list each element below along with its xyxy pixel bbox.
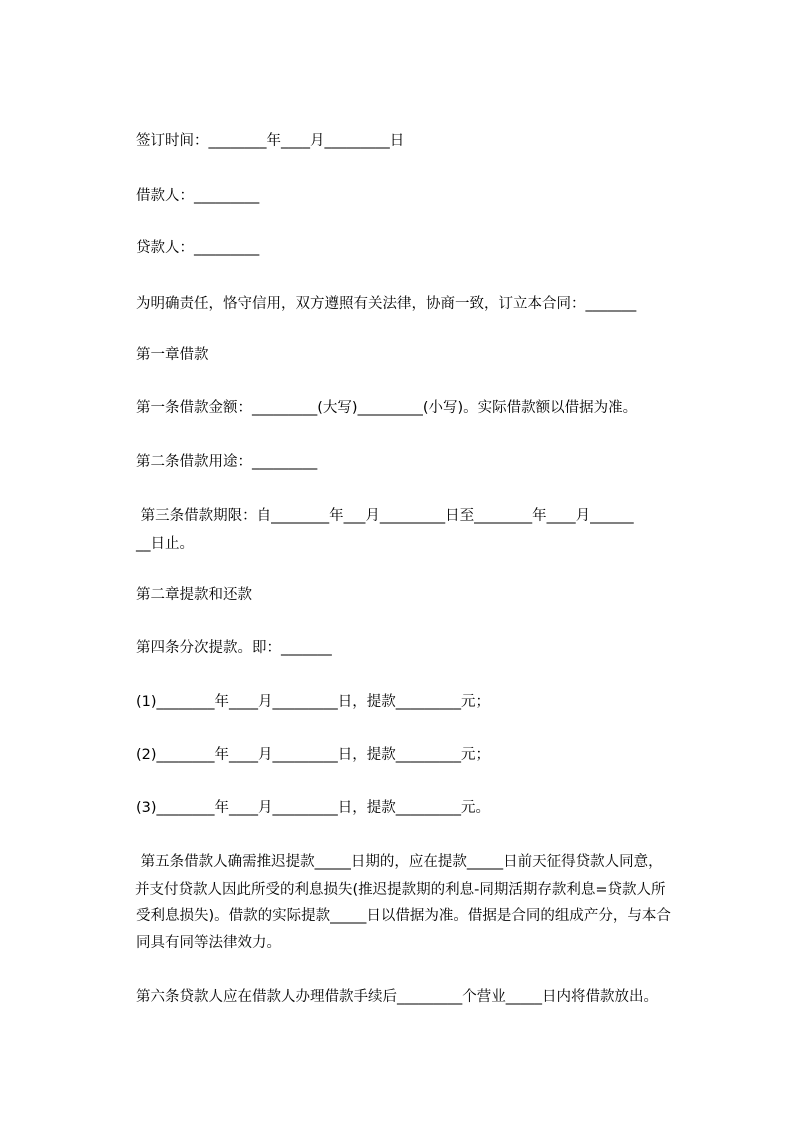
preamble-line: 为明确责任，恪守信用，双方遵照有关法律，协商一致，订立本合同：_______ bbox=[136, 296, 637, 312]
article-5-line-3: 受利息损失)。借款的实际提款_____日以借据为准。借据是合同的组成产分，与本合 bbox=[136, 908, 671, 924]
article-3-loan-term-continued: __日止。 bbox=[136, 536, 194, 552]
article-1-loan-amount: 第一条借款金额：_________(大写)_________(小写)。实际借款额以借据为准。 bbox=[136, 400, 638, 416]
article-5-line-4: 同具有同等法律效力。 bbox=[136, 935, 281, 951]
installment-2: (2)________年____月_________日，提款_________元； bbox=[136, 747, 491, 763]
borrower-line: 借款人：_________ bbox=[136, 188, 260, 204]
signing-date-line: 签订时间：________年____月_________日 bbox=[136, 133, 405, 149]
article-4-installments: 第四条分次提款。即：_______ bbox=[136, 640, 332, 656]
chapter-2-heading: 第二章提款和还款 bbox=[136, 587, 252, 603]
installment-3: (3)________年____月_________日，提款_________元。 bbox=[136, 800, 491, 816]
lender-line: 贷款人：_________ bbox=[136, 240, 260, 256]
article-2-loan-purpose: 第二条借款用途：_________ bbox=[136, 454, 318, 470]
article-6-disbursement: 第六条贷款人应在借款人办理借款手续后_________个营业_____日内将借款放出。 bbox=[136, 989, 658, 1005]
chapter-1-heading: 第一章借款 bbox=[136, 347, 209, 363]
article-5-line-1: 第五条借款人确需推迟提款_____日期的，应在提款_____日前天征得贷款人同意， bbox=[136, 854, 663, 870]
article-5-line-2: 并支付贷款人因此所受的利息损失(推迟提款期的利息-同期活期存款利息=贷款人所 bbox=[135, 882, 666, 898]
article-3-loan-term: 第三条借款期限：自________年___月_________日至________年____月______ bbox=[136, 508, 634, 524]
installment-1: (1)________年____月_________日，提款_________元； bbox=[136, 694, 491, 710]
